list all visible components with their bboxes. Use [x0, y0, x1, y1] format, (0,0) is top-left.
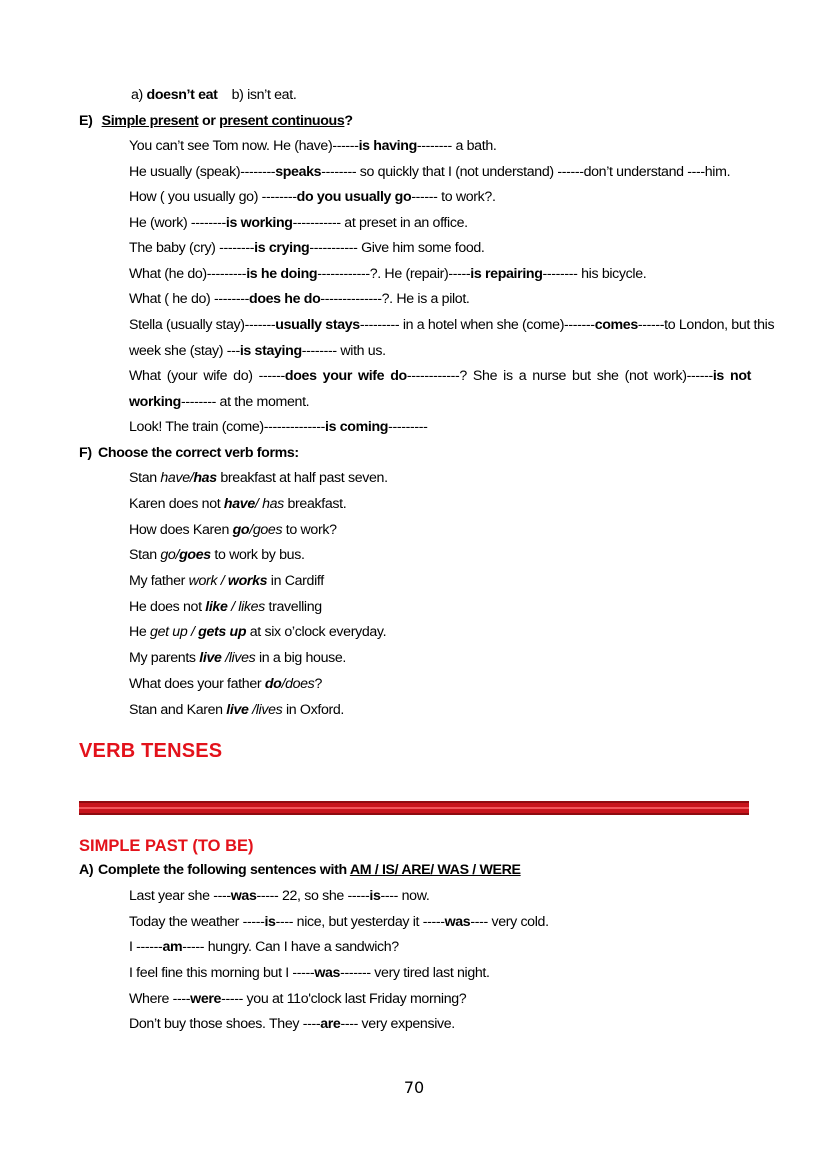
section-a-line: Last year she ----was----- 22, so she -----is---- now. [129, 888, 430, 904]
section-e-line: Look! The train (come)--------------is coming--------- [129, 419, 428, 435]
section-e-line: What (your wife do) ------does your wife do------------? She is a nurse but she (not work)------is not [129, 368, 752, 384]
section-f-line: What does your father do/does? [129, 676, 322, 692]
section-f-line: Stan and Karen live /lives in Oxford. [129, 702, 344, 718]
section-f-heading: F) Choose the correct verb forms: [79, 445, 299, 461]
section-f-line: Stan go/goes to work by bus. [129, 547, 305, 563]
section-a-line: Where ----were----- you at 11o'clock last Friday morning? [129, 991, 467, 1007]
section-a-line: Today the weather -----is---- nice, but yesterday it -----was---- very cold. [129, 914, 549, 930]
section-a-line: Don’t buy those shoes. They ----are---- very expensive. [129, 1016, 455, 1032]
section-e-line: week she (stay) ---is staying-------- with us. [129, 343, 386, 359]
verb-tenses-heading: VERB TENSES [79, 740, 223, 762]
page-number: 70 [403, 1078, 425, 1097]
section-e-line: Stella (usually stay)-------usually stays--------- in a hotel when she (come)-------comes------to London, but this [129, 317, 775, 333]
section-e-line: What ( he do) --------does he do--------------?. He is a pilot. [129, 291, 470, 307]
section-f-line: My parents live /lives in a big house. [129, 650, 347, 666]
section-e-line: How ( you usually go) --------do you usually go------ to work?. [129, 189, 496, 205]
section-e-line: working-------- at the moment. [129, 394, 310, 410]
section-e-line: The baby (cry) --------is crying----------- Give him some food. [129, 240, 485, 256]
section-a-line: I feel fine this morning but I -----was------- very tired last night. [129, 965, 490, 981]
answer-options-line: a) doesn’t eat b) isn’t eat. [131, 87, 297, 103]
section-e-line: He usually (speak)--------speaks-------- so quickly that I (not understand) ------don’t understand ----him. [129, 164, 731, 180]
section-e-line: He (work) --------is working----------- at preset in an office. [129, 215, 468, 231]
section-a-line: I ------am----- hungry. Can I have a sandwich? [129, 939, 399, 955]
section-f-line: My father work / works in Cardiff [129, 573, 324, 589]
red-divider-bar [79, 801, 749, 815]
section-f-line: He get up / gets up at six o’clock everyday. [129, 624, 387, 640]
option-a-answer: doesn’t eat [146, 87, 218, 103]
section-a-heading: A) Complete the following sentences with AM / IS/ ARE/ WAS / WERE [79, 862, 521, 878]
section-f-line: Karen does not have/ has breakfast. [129, 496, 347, 512]
section-f-line: He does not like / likes travelling [129, 599, 322, 615]
section-f-line: How does Karen go/goes to work? [129, 522, 337, 538]
section-e-heading: E) Simple present or present continuous? [79, 113, 353, 129]
section-e-line: What (he do)---------is he doing------------?. He (repair)-----is repairing-------- his bicycle. [129, 266, 647, 282]
option-b: b) isn’t eat. [231, 87, 297, 103]
section-f-line: Stan have/has breakfast at half past seven. [129, 470, 388, 486]
section-e-line: You can’t see Tom now. He (have)------is having-------- a bath. [129, 138, 497, 154]
simple-past-heading: SIMPLE PAST (TO BE) [79, 837, 254, 855]
